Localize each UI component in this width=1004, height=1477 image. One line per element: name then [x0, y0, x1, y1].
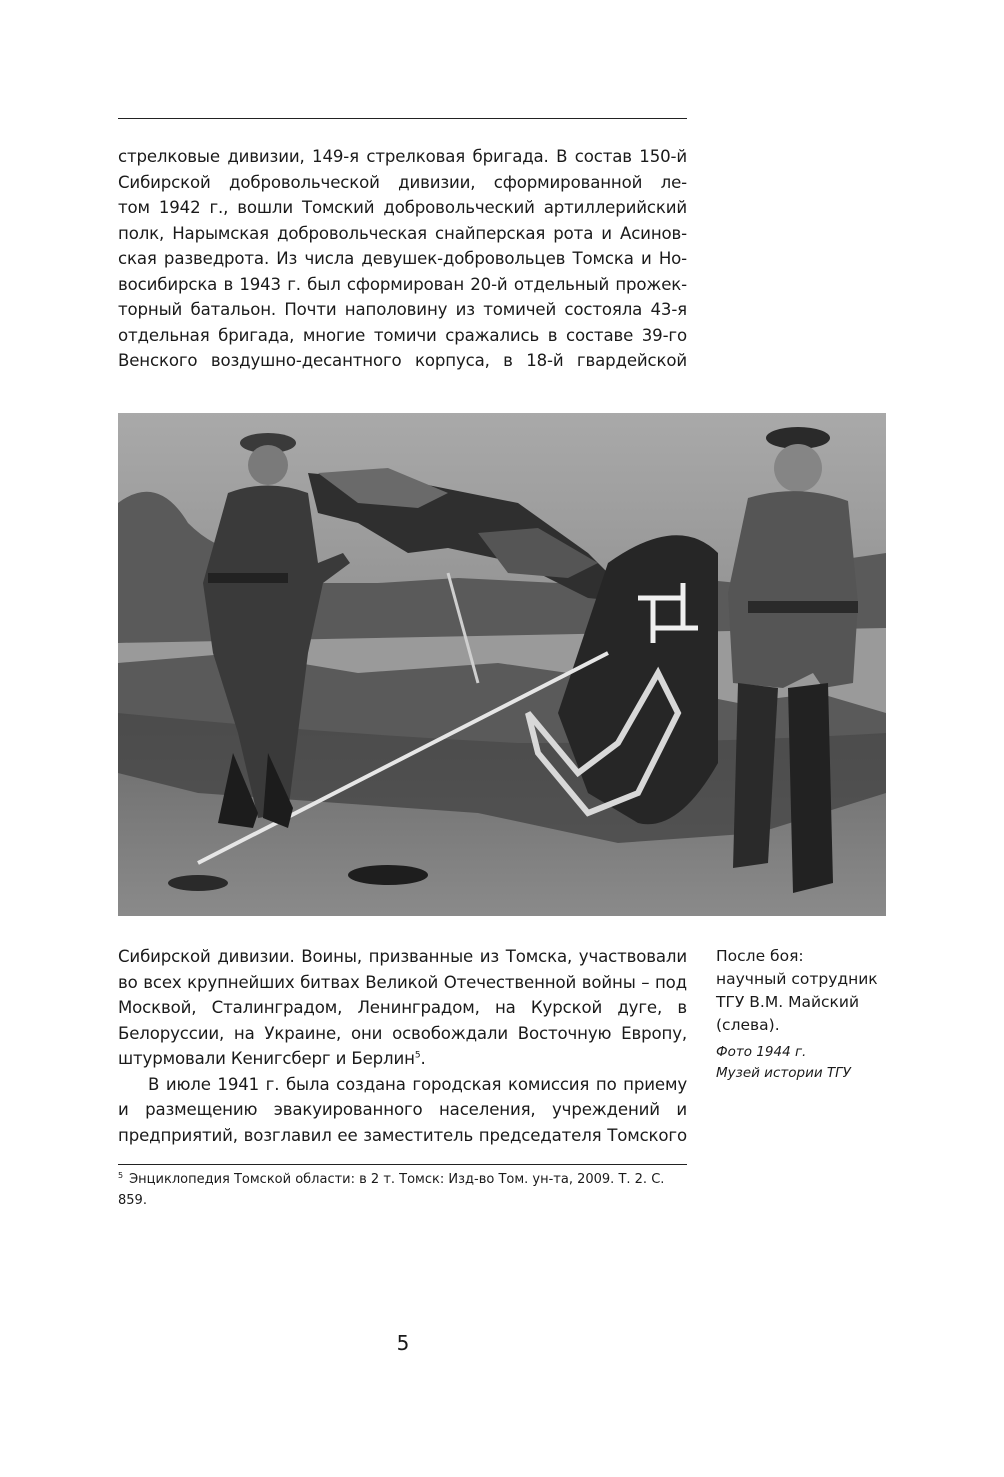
- body-line: полк, Нарымская добровольческая снайперская рота и Асинов-: [118, 223, 687, 243]
- photo-credit: [716, 1042, 891, 1084]
- footnote: [118, 1169, 678, 1211]
- caption-line: (слева).: [716, 1016, 780, 1034]
- body-paragraph: [118, 944, 687, 1072]
- credit-line: Музей истории ТГУ: [716, 1065, 851, 1081]
- body-line: Сибирской добровольческой дивизии, сформированной ле-: [118, 172, 687, 192]
- paragraph-end: .: [420, 1049, 426, 1068]
- page-number: 5: [396, 1331, 410, 1355]
- figure-caption: [716, 945, 891, 1084]
- body-line: стрелковые дивизии, 149-я стрелковая бригада. В состав 150-й: [118, 147, 687, 166]
- wartime-photo: [118, 413, 886, 916]
- body-paragraph: В июле 1941 г. была создана городская комиссия по приему и размещению эвакуированного населения, учреждений и предприятий, возглавил ее заместитель председателя Томского: [118, 1074, 687, 1145]
- credit-line: Фото 1944 г.: [716, 1044, 807, 1060]
- header-rule: [118, 118, 687, 119]
- footnote-reference: 5: [414, 1050, 421, 1061]
- footnote-mark: 5: [118, 1170, 124, 1180]
- caption-line: научный сотрудник: [716, 970, 878, 988]
- body-line: том 1942 г., вошли Томский добровольческий артиллерийский: [118, 198, 687, 217]
- photo-illustration: [118, 413, 886, 916]
- body-text-bottom: [118, 944, 687, 1148]
- body-line: торный батальон. Почти наполовину из томичей состояла 43-я: [118, 300, 687, 319]
- footnote-rule: [118, 1164, 687, 1165]
- caption-line: ТГУ В.М. Майский: [716, 993, 860, 1011]
- body-line: восибирска в 1943 г. был сформирован 20-й отдельный прожек-: [118, 274, 687, 294]
- body-text-top: [118, 144, 687, 374]
- paragraph-text: Сибирской дивизии. Воины, призванные из Томска, участвовали во всех крупнейших битвах Великой Отечественной войны – под Москвой, Сталинградом, Ленинградом, на Курской дуге, в Белоруссии, на Украине, они освобождали Восточную Европу, штурмовали Кенигсберг и Берлин: [118, 947, 687, 1068]
- caption-line: После боя:: [716, 947, 804, 965]
- body-line: Венского воздушно-десантного корпуса, в 18-й гвардейской: [118, 351, 687, 370]
- footnote-text: Энциклопедия Томской области: в 2 т. Томск: Изд-во Том. ун-та, 2009. Т. 2. С. 859.: [118, 1172, 665, 1208]
- body-line: ская разведрота. Из числа девушек-добровольцев Томска и Но-: [118, 249, 687, 268]
- body-line: отдельная бригада, многие томичи сражались в составе 39-го: [118, 325, 687, 345]
